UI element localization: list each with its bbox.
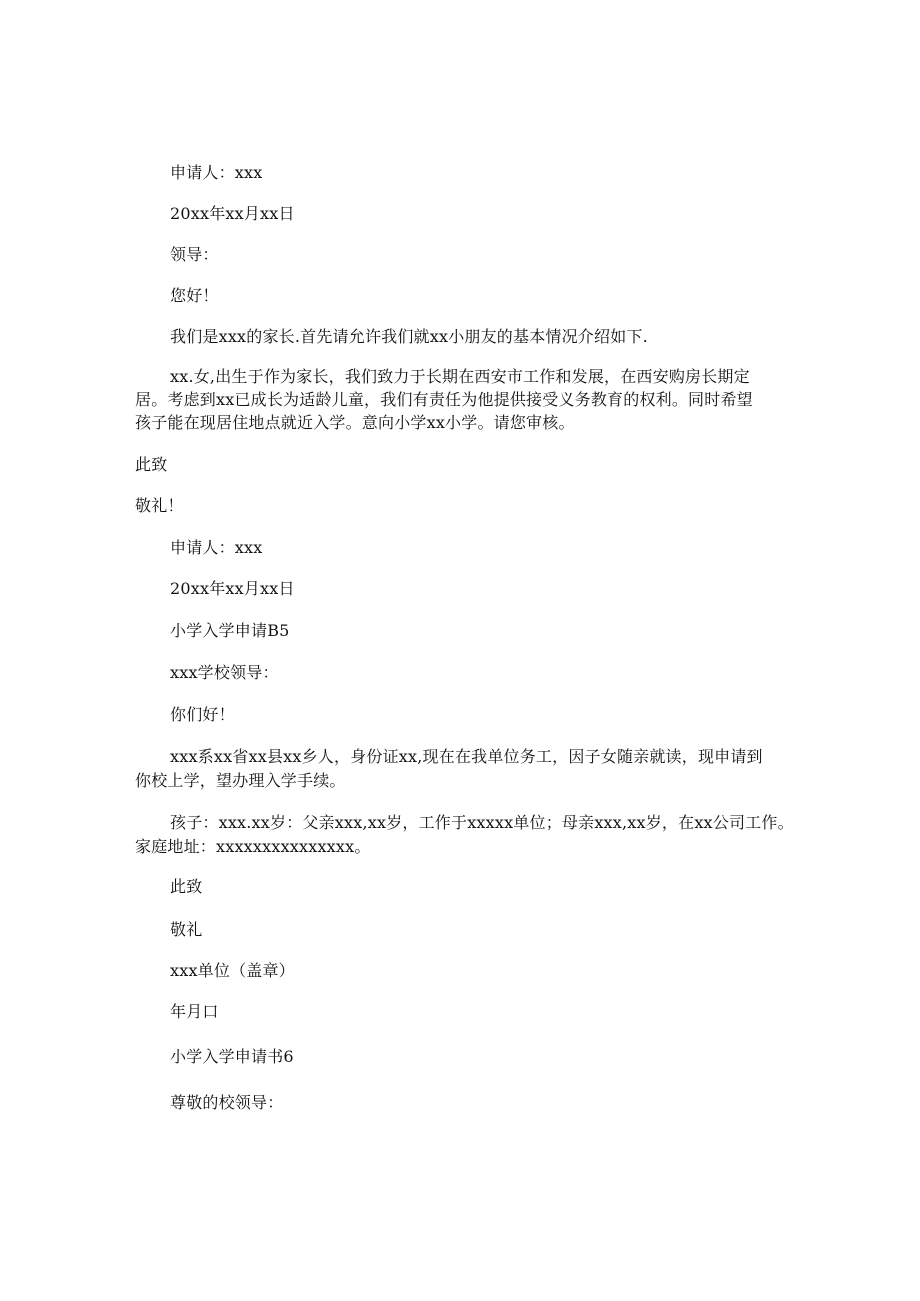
- body-paragraph-line: 孩子：xxx.xx岁：父亲xxx,xx岁，工作于xxxxx单位；母亲xxx,xx岁，在xx公司工作。: [170, 813, 794, 832]
- body-paragraph-line: 居。考虑到xx已成长为适龄儿童，我们有责任为他提供接受义务教育的权利。同时希望: [135, 390, 753, 409]
- closing-line: 此致: [135, 455, 168, 474]
- closing-line: 此致: [170, 877, 203, 896]
- greeting: 你们好！: [170, 705, 235, 724]
- date-line: 20xx年xx月xx日: [170, 579, 295, 598]
- greeting: 您好！: [170, 286, 219, 305]
- applicant-line: 申请人：xxx: [170, 163, 263, 182]
- salutation: 领导：: [170, 245, 219, 264]
- body-paragraph-line: xx.女,出生于作为家长，我们致力于长期在西安市工作和发展，在西安购房长期定: [170, 367, 750, 386]
- section-title: 小学入学申请B5: [170, 621, 290, 640]
- signer-line: xxx单位（盖章）: [170, 961, 295, 980]
- body-paragraph-line: 孩子能在现居住地点就近入学。意向小学xx小学。请您审核。: [135, 413, 575, 432]
- applicant-line: 申请人：xxx: [170, 538, 263, 557]
- body-paragraph-line: 家庭地址：xxxxxxxxxxxxxxx。: [135, 837, 371, 856]
- closing-line: 敬礼: [170, 920, 203, 939]
- body-paragraph-line: 你校上学，望办理入学手续。: [135, 771, 346, 790]
- section-title: 小学入学申请书6: [170, 1047, 294, 1066]
- date-line: 20xx年xx月xx日: [170, 204, 295, 223]
- body-paragraph-line: xxx系xx省xx县xx乡人，身份证xx,现在在我单位务工，因子女随亲就读，现申请到: [170, 747, 763, 766]
- closing-line: 敬礼！: [135, 496, 184, 515]
- salutation: xxx学校领导：: [170, 663, 279, 682]
- date-line: 年月口: [170, 1002, 219, 1021]
- intro-paragraph: 我们是xxx的家长.首先请允许我们就xx小朋友的基本情况介绍如下.: [170, 327, 648, 346]
- salutation: 尊敬的校领导：: [170, 1093, 284, 1112]
